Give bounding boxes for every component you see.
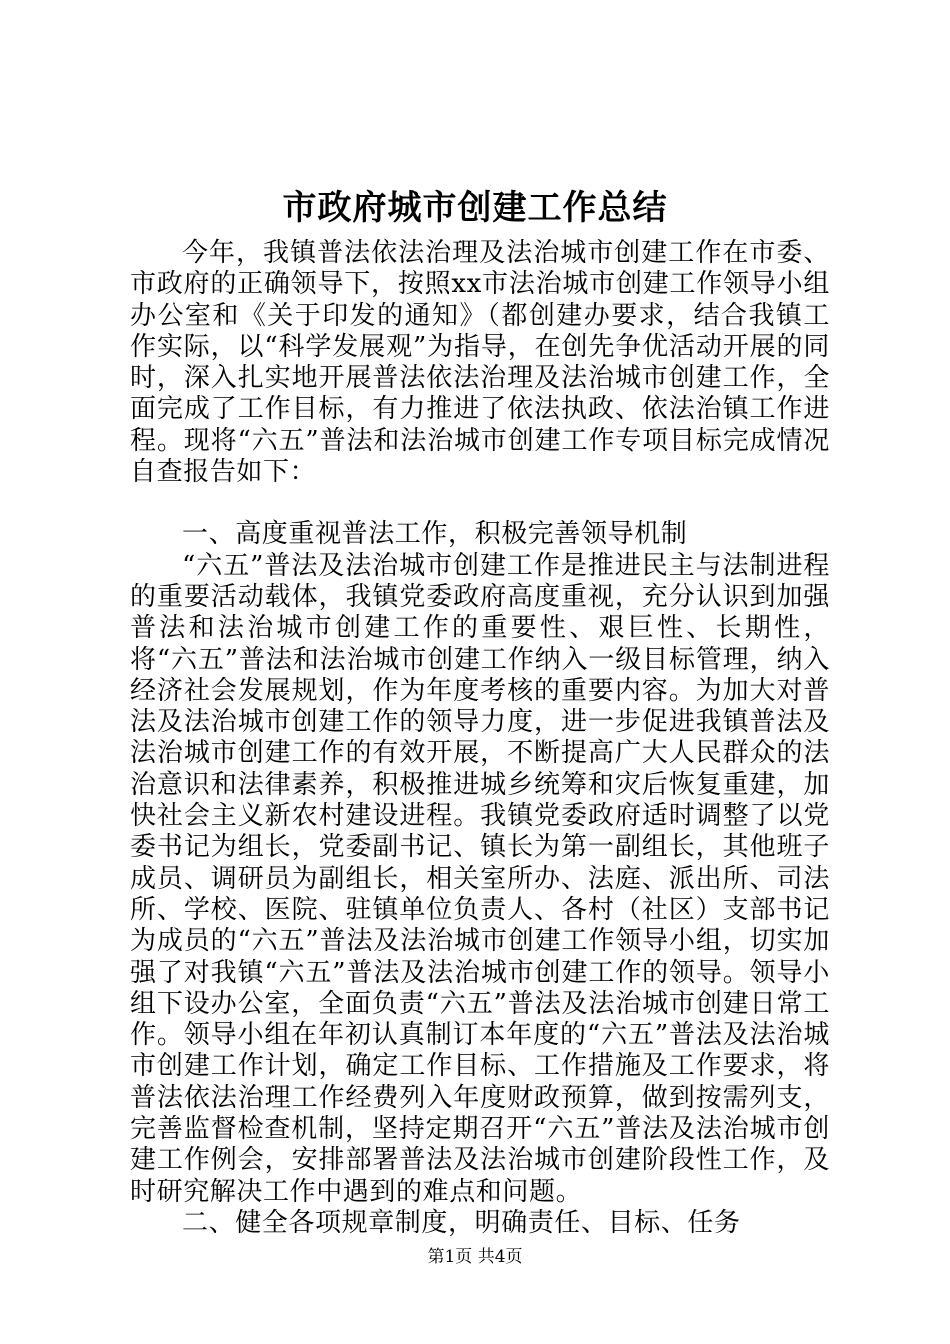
paragraph-spacer	[130, 488, 830, 519]
section-1-paragraph: “六五”普法及法治城市创建工作是推进民主与法制进程的重要活动载体，我镇党委政府高度重视，充分认识到加强普法和法治城市创建工作的重要性、艰巨性、长期性，将“六五”普法和法治城市创建工作纳入一级目标管理，纳入经济社会发展规划，作为年度考核的重要内容。为加大对普法及法治城市创建工作的领导力度，进一步促进我镇普法及法治城市创建工作的有效开展，不断提高广大人民群众的法治意识和法律素养，积极推进城乡统筹和灾后恢复重建，加快社会主义新农村建设进程。我镇党委政府适时调整了以党委书记为组长，党委副书记、镇长为第一副组长，其他班子成员、调研员为副组长，相关室所办、法庭、派出所、司法所、学校、医院、驻镇单位负责人、各村（社区）支部书记为成员的“六五”普法及法治城市创建工作领导小组，切实加强了对我镇“六五”普法及法治城市创建工作的领导。领导小组下设办公室，全面负责“六五”普法及法治城市创建日常工作。领导小组在年初认真制订本年度的“六五”普法及法治城市创建工作计划，确定工作目标、工作措施及工作要求，将普法依法治理工作经费列入年度财政预算，做到按需列支，完善监督检查机制，坚持定期召开“六五”普法及法治城市创建工作例会，安排部署普法及法治城市创建阶段性工作，及时研究解决工作中遇到的难点和问题。	[130, 550, 830, 1207]
section-heading-1: 一、高度重视普法工作，积极完善领导机制	[182, 519, 688, 550]
document-title: 市政府城市创建工作总结	[282, 188, 668, 228]
section-heading-2: 二、健全各项规章制度，明确责任、目标、任务	[182, 1207, 741, 1238]
page-footer: 第1页 共4页	[427, 1247, 523, 1267]
document-body	[130, 238, 830, 1239]
intro-paragraph: 今年，我镇普法依法治理及法治城市创建工作在市委、市政府的正确领导下，按照xx市法治城市创建工作领导小组办公室和《关于印发的通知》（都创建办要求，结合我镇工作实际，以“科学发展观”为指导，在创先争优活动开展的同时，深入扎实地开展普法依法治理及法治城市创建工作，全面完成了工作目标，有力推进了依法执政、依法治镇工作进程。现将“六五”普法和法治城市创建工作专项目标完成情况自查报告如下：	[130, 238, 830, 488]
